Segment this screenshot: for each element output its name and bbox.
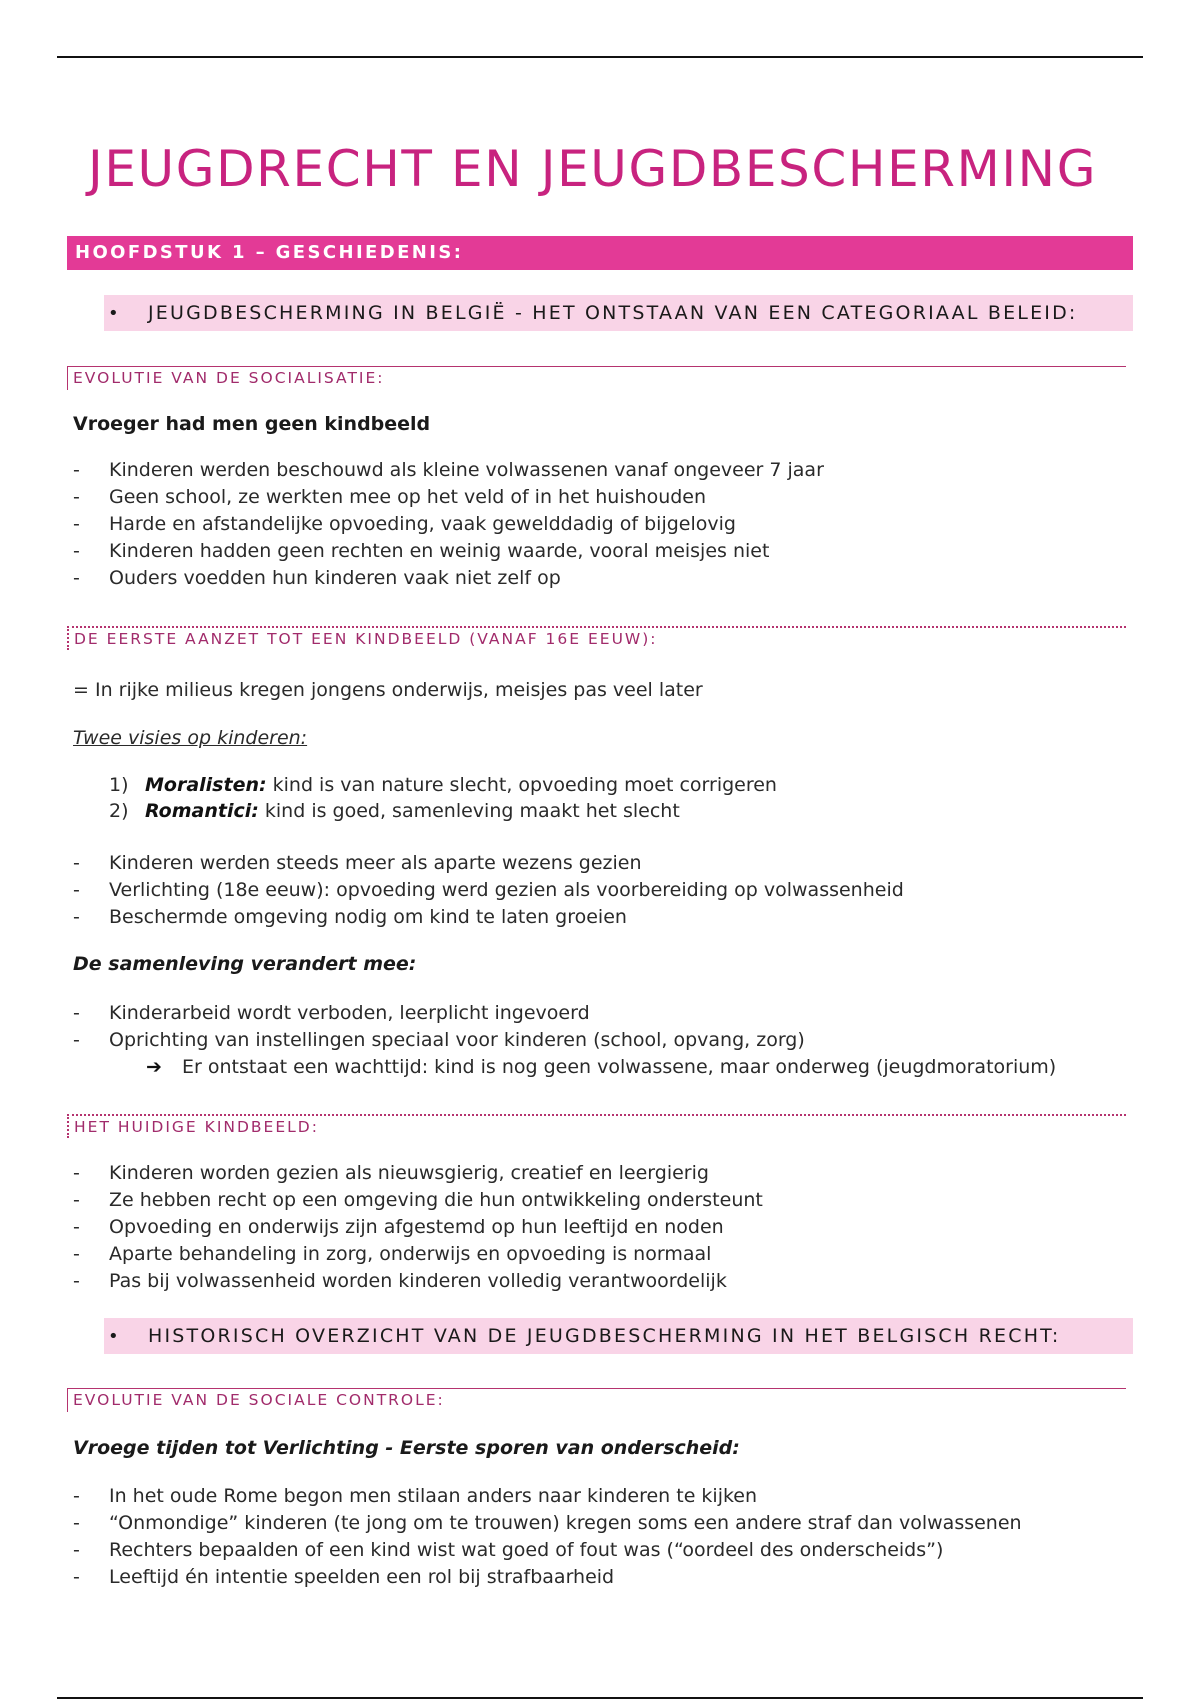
list-huidige-kindbeeld [73, 1160, 763, 1295]
list-item: - Ouders voedden hun kinderen vaak niet zelf op [73, 565, 824, 592]
list-vroeger [73, 457, 824, 592]
subheading-text: HISTORISCH OVERZICHT VAN DE JEUGDBESCHERMING IN HET BELGISCH RECHT: [148, 1325, 1061, 1347]
dash-icon: - [73, 1566, 80, 1588]
list-item: - Rechters bepaalden of een kind wist wat goed of fout was (“oordeel des onderscheids”) [73, 1537, 1022, 1564]
definition-text: = In rijke milieus kregen jongens onderwijs, meisjes pas veel later [73, 679, 703, 701]
dash-icon: - [73, 1485, 80, 1507]
list-samenleving [73, 1000, 805, 1054]
list-item: - “Onmondige” kinderen (te jong om te trouwen) kregen soms een andere straf dan volwassenen [73, 1510, 1022, 1537]
list-item: - Kinderen werden beschouwd als kleine volwassenen vanaf ongeveer 7 jaar [73, 457, 824, 484]
dash-icon: - [73, 1162, 80, 1184]
list-vroege-tijden [73, 1483, 1022, 1591]
dash-icon: - [73, 459, 80, 481]
dash-icon: - [73, 513, 80, 535]
dash-icon: - [73, 540, 80, 562]
list-item: - Beschermde omgeving nodig om kind te laten groeien [73, 904, 904, 931]
dash-icon: - [73, 1002, 80, 1024]
section-huidige-kindbeeld: HET HUIDIGE KINDBEELD: [67, 1114, 1126, 1138]
list-item: - Kinderen werden steeds meer als aparte wezens gezien [73, 850, 904, 877]
subheading-text: JEUGDBESCHERMING IN BELGIË - HET ONTSTAAN VAN EEN CATEGORIAAL BELEID: [148, 302, 1078, 324]
dash-icon: - [73, 1270, 80, 1292]
list-aparte-wezens [73, 850, 904, 931]
subheading-jeugdbescherming-belgie [104, 295, 1133, 331]
dash-icon: - [73, 1539, 80, 1561]
dash-icon: - [73, 1216, 80, 1238]
list-item: - In het oude Rome begon men stilaan anders naar kinderen te kijken [73, 1483, 1022, 1510]
bullet-icon: • [108, 303, 121, 324]
chapter-heading: HOOFDSTUK 1 – GESCHIEDENIS: [67, 236, 1133, 270]
list-item: - Aparte behandeling in zorg, onderwijs en opvoeding is normaal [73, 1241, 763, 1268]
heading-geen-kindbeeld: Vroeger had men geen kindbeeld [73, 413, 431, 435]
bullet-icon: • [108, 1326, 121, 1347]
dash-icon: - [73, 879, 80, 901]
list-item: - Kinderarbeid wordt verboden, leerplicht ingevoerd [73, 1000, 805, 1027]
arrow-note [146, 1054, 1056, 1080]
list-item: - Verlichting (18e eeuw): opvoeding werd gezien als voorbereiding op volwassenheid [73, 877, 904, 904]
dash-icon: - [73, 1029, 80, 1051]
arrow-right-icon: ➔ [146, 1056, 162, 1078]
list-item: - Oprichting van instellingen speciaal voor kinderen (school, opvang, zorg) [73, 1027, 805, 1054]
dash-icon: - [73, 1512, 80, 1534]
list-item: - Opvoeding en onderwijs zijn afgestemd op hun leeftijd en noden [73, 1214, 763, 1241]
list-item: - Leeftijd én intentie speelden een rol bij strafbaarheid [73, 1564, 1022, 1591]
dash-icon: - [73, 906, 80, 928]
dash-icon: - [73, 852, 80, 874]
section-sociale-controle: EVOLUTIE VAN DE SOCIALE CONTROLE: [67, 1388, 1126, 1412]
list-item: - Ze hebben recht op een omgeving die hun ontwikkeling ondersteunt [73, 1187, 763, 1214]
heading-samenleving: De samenleving verandert mee: [73, 953, 417, 975]
visions-list [109, 772, 777, 824]
top-rule [57, 56, 1143, 58]
dash-icon: - [73, 567, 80, 589]
section-eerste-aanzet: DE EERSTE AANZET TOT EEN KINDBEELD (VANAF 16E EEUW): [67, 626, 1126, 650]
bottom-rule [57, 1697, 1143, 1699]
arrow-note-text: Er ontstaat een wachttijd: kind is nog geen volwassene, maar onderweg (jeugdmoratorium) [182, 1056, 1057, 1078]
dash-icon: - [73, 486, 80, 508]
list-item: - Geen school, ze werkten mee op het veld of in het huishouden [73, 484, 824, 511]
visions-label: Twee visies op kinderen: [73, 727, 308, 749]
subheading-historisch-overzicht [104, 1318, 1133, 1354]
list-item: - Harde en afstandelijke opvoeding, vaak gewelddadig of bijgelovig [73, 511, 824, 538]
list-item: - Kinderen hadden geen rechten en weinig waarde, vooral meisjes niet [73, 538, 824, 565]
document-title: JEUGDRECHT EN JEUGDBESCHERMING [88, 140, 1098, 198]
list-item: - Pas bij volwassenheid worden kinderen volledig verantwoordelijk [73, 1268, 763, 1295]
vision-item: 2) Romantici: kind is goed, samenleving maakt het slecht [109, 800, 680, 822]
dash-icon: - [73, 1189, 80, 1211]
vision-item: 1) Moralisten: kind is van nature slecht, opvoeding moet corrigeren [109, 774, 777, 796]
section-evolutie-socialisatie: EVOLUTIE VAN DE SOCIALISATIE: [67, 366, 1126, 390]
heading-vroege-tijden: Vroege tijden tot Verlichting - Eerste sporen van onderscheid: [73, 1437, 740, 1459]
list-item: - Kinderen worden gezien als nieuwsgierig, creatief en leergierig [73, 1160, 763, 1187]
dash-icon: - [73, 1243, 80, 1265]
